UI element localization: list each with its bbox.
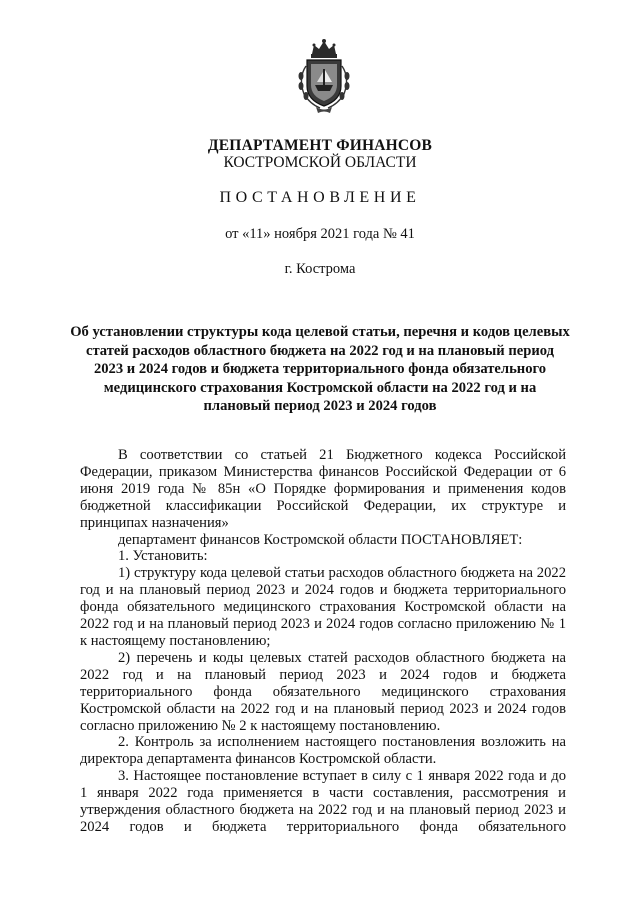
document-type: ПОСТАНОВЛЕНИЕ — [219, 189, 421, 206]
department-region: КОСТРОМСКОЙ ОБЛАСТИ — [223, 154, 417, 171]
paragraph-item-1-2: 2) перечень и коды целевых статей расходов областного бюджета на 2022 год и на плановый период 2023 и 2024 годов и бюджета территориального фонда обязательного медицинского страхования Костромской области на 2022 год и на плановый период 2023 и 2024 годов согласно приложению № 2 к настоящему постановлению. — [80, 649, 566, 734]
document-title: Об установлении структуры кода целевой статьи, перечня и кодов целевых статей расходов областного бюджета на 2022 год и на плановый период 2023 и 2024 годов и бюджета территориального фонда обязательного медицинского страхования Костромской области на 2022 год и на плановый период 2023 и 2024 годов — [70, 324, 570, 415]
paragraph-item-3: 3. Настоящее постановление вступает в силу с 1 января 2022 года и до 1 января 2022 года применяется в части составления, рассмотрения и утверждения областного бюджета на 2022 год и на плановый период 2023 и 2024 годов и бюджета территориального фонда обязательного — [80, 768, 566, 835]
paragraph-decree: департамент финансов Костромской области ПОСТАНОВЛЯЕТ: — [118, 531, 523, 548]
paragraph-item-1: 1. Установить: — [118, 548, 208, 565]
document-date-number: от «11» ноября 2021 года № 41 — [225, 226, 415, 242]
document-city: г. Кострома — [284, 261, 356, 277]
department-name: ДЕПАРТАМЕНТ ФИНАНСОВ — [207, 137, 433, 154]
document-body — [80, 447, 566, 836]
coat-of-arms-emblem — [294, 38, 354, 114]
paragraph-item-1-1: 1) структуру кода целевой статьи расходов областного бюджета на 2022 год и на плановый период 2023 и 2024 годов и бюджета территориального фонда обязательного медицинского страхования Костромской области на 2022 год и на плановый период 2023 и 2024 годов согласно приложению № 1 к настоящему постановлению; — [80, 565, 566, 649]
paragraph-preamble: В соответствии со статьей 21 Бюджетного кодекса Российской Федерации, приказом Министерства финансов Российской Федерации от 6 июня 2019 года № 85н «О Порядке формирования и применения кодов бюджетной классификации Российской Федерации, их структуре и принципах назначения» — [80, 447, 566, 531]
paragraph-item-2: 2. Контроль за исполнением настоящего постановления возложить на директора департамента финансов Костромской области. — [80, 734, 566, 768]
